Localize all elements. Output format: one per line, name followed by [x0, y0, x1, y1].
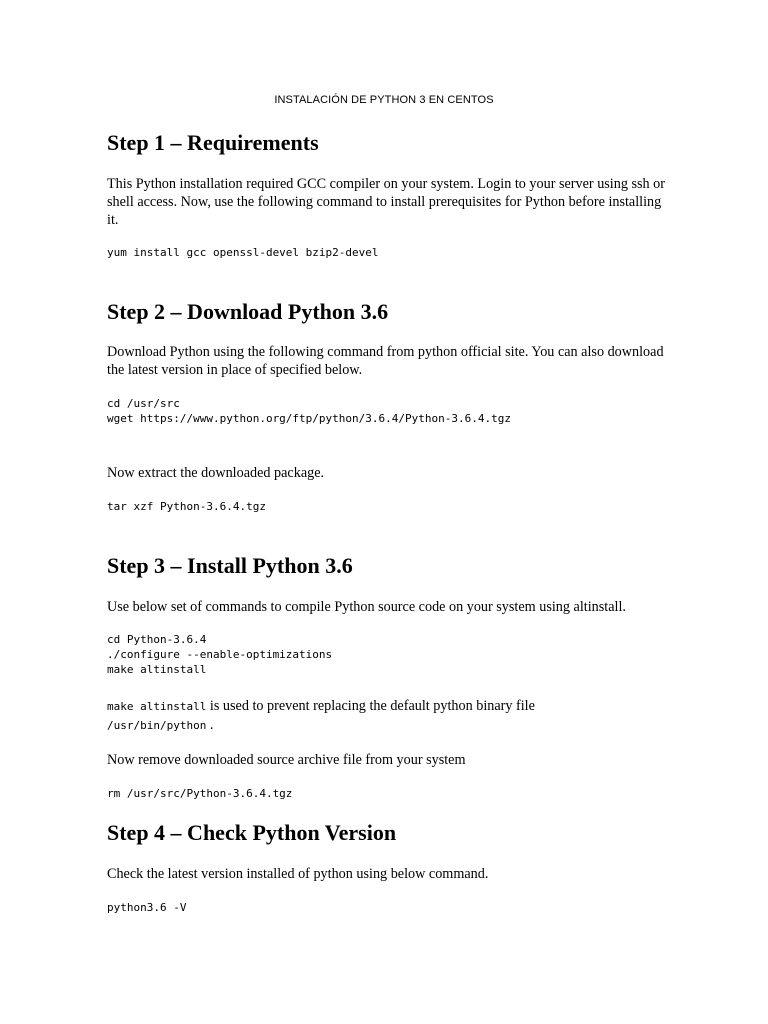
- document-title: INSTALACIÓN DE PYTHON 3 EN CENTOS: [274, 94, 494, 106]
- step-2-paragraph: Download Python using the following command from python official site. You can also download the latest version in place of specified below.: [107, 344, 664, 378]
- step-1-code: yum install gcc openssl-devel bzip2-devel: [107, 246, 379, 259]
- step-3-code-line-3: make altinstall: [107, 663, 207, 676]
- step-1-paragraph: This Python installation required GCC compiler on your system. Login to your server using ssh or shell access. Now, use the following command to install prerequisites for Python before installing it.: [107, 176, 665, 228]
- step-4-heading: Step 4 – Check Python Version: [107, 820, 397, 845]
- step-3-heading: Step 3 – Install Python 3.6: [107, 553, 353, 578]
- step-1-heading: Step 1 – Requirements: [107, 130, 319, 155]
- step-4-paragraph: Check the latest version installed of python using below command.: [107, 866, 489, 882]
- step-3-note-code-1: make altinstall: [107, 700, 207, 713]
- step-2-extract-text: Now extract the downloaded package.: [107, 465, 325, 481]
- step-2-code-line-1: cd /usr/src: [107, 397, 180, 410]
- step-3-note-end: .: [206, 717, 214, 733]
- step-3-note: [107, 697, 667, 735]
- step-3-code-line-1: cd Python-3.6.4: [107, 633, 207, 646]
- step-3-remove-text: Now remove downloaded source archive file from your system: [107, 752, 466, 768]
- step-4-code: python3.6 -V: [107, 901, 187, 914]
- step-3-note-text: is used to prevent replacing the default python binary file: [206, 698, 535, 714]
- step-2-code-line-2: wget https://www.python.org/ftp/python/3.6.4/Python-3.6.4.tgz: [107, 412, 511, 425]
- step-2-heading: Step 2 – Download Python 3.6: [107, 299, 389, 324]
- step-3-paragraph: Use below set of commands to compile Python source code on your system using altinstall.: [107, 599, 626, 615]
- step-3-note-code-2: /usr/bin/python: [107, 719, 207, 732]
- step-2-extract-code: tar xzf Python-3.6.4.tgz: [107, 500, 266, 513]
- step-3-remove-code: rm /usr/src/Python-3.6.4.tgz: [107, 787, 293, 800]
- step-3-code-line-2: ./configure --enable-optimizations: [107, 648, 333, 661]
